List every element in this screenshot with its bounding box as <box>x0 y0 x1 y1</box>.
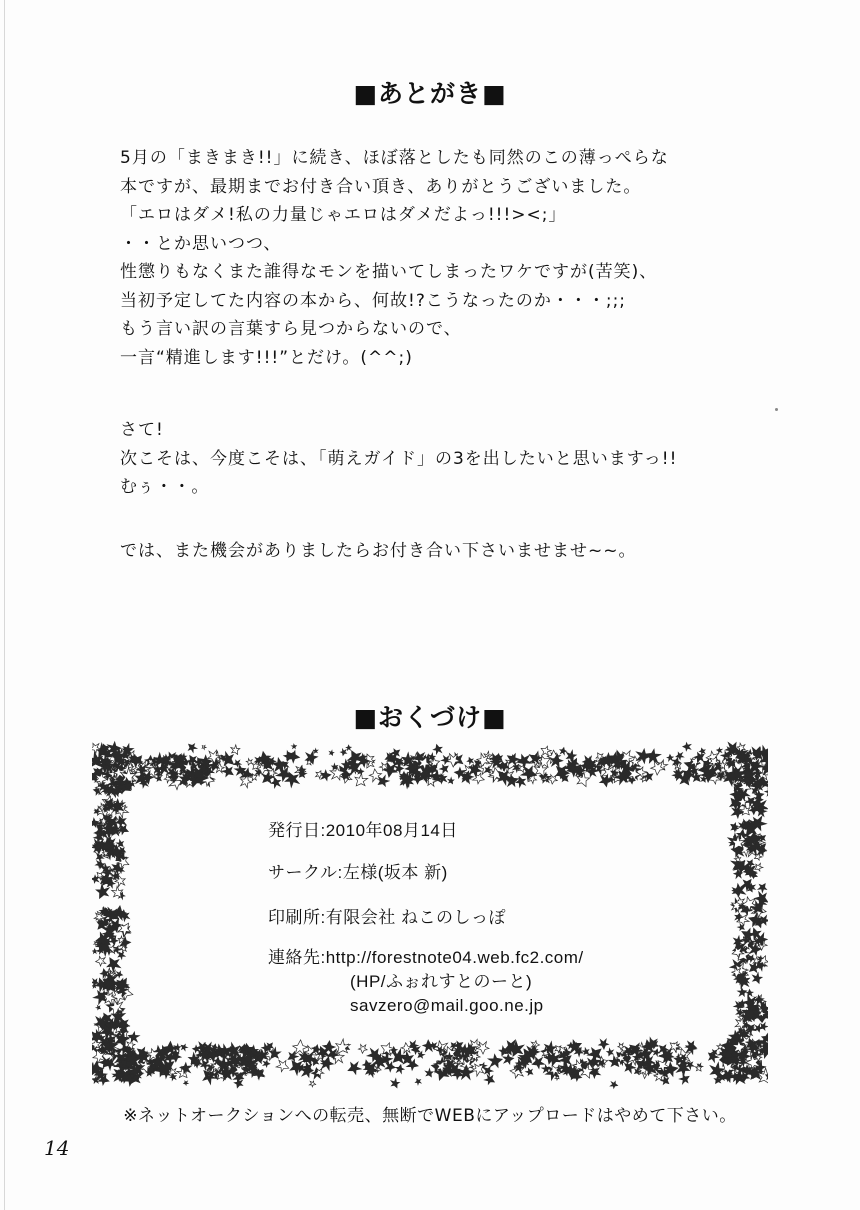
text-line: もう言い訳の言葉すら見つからないので、 <box>120 319 462 339</box>
leaf-decoration <box>245 758 253 766</box>
leaf-decoration <box>731 806 744 819</box>
afterword-paragraph-2 <box>120 416 760 502</box>
text-line: むぅ・・。 <box>120 477 210 497</box>
contact-url: 連絡先:http://forestnote04.web.fc2.com/ <box>268 948 584 967</box>
leaf-decoration <box>358 1044 367 1053</box>
leaf-decoration <box>610 1081 618 1089</box>
leaf-decoration <box>737 923 746 932</box>
leaf-decoration <box>764 786 768 797</box>
text-line: 「エロはダメ!私の力量じゃエロはダメだよっ!!!><;」 <box>120 205 567 225</box>
leaf-decoration <box>92 949 97 954</box>
leaf-decoration <box>346 745 351 750</box>
leaf-decoration <box>229 744 242 757</box>
leaf-decoration <box>514 775 527 788</box>
leaf-decoration <box>275 1058 291 1074</box>
leaf-decoration <box>329 750 335 756</box>
leaf-decoration <box>618 1043 625 1050</box>
leaf-decoration <box>678 1072 691 1085</box>
leaf-decoration <box>756 881 768 893</box>
leaf-decoration <box>598 1039 609 1050</box>
contact-hp: (HP/ふぉれすとのーと) <box>350 972 533 991</box>
leaf-decoration <box>345 1060 362 1077</box>
printer-name: 印刷所:有限会社 ねこのしっぽ <box>268 908 506 927</box>
contact-block <box>268 946 584 1018</box>
leaf-decoration <box>414 1077 422 1085</box>
leaf-decoration <box>606 1048 615 1057</box>
leaf-decoration <box>179 1043 188 1052</box>
ink-speck <box>775 408 778 411</box>
leaf-decoration <box>694 1063 704 1073</box>
colophon-title: ■おくづけ■ <box>353 703 507 732</box>
issue-date: 発行日:2010年08月14日 <box>268 821 458 840</box>
text-line: 一言“精進します!!!”とだけ。(^^;) <box>120 347 413 368</box>
page-number: 14 <box>44 1136 70 1160</box>
leaf-decoration <box>699 747 706 754</box>
leaf-decoration <box>484 1073 497 1086</box>
afterword-title: ■あとがき■ <box>353 79 507 108</box>
leaf-decoration <box>751 972 764 985</box>
leaf-decoration <box>525 1067 535 1077</box>
leaf-decoration <box>683 743 691 751</box>
text-line: さて! <box>120 420 164 440</box>
leaf-decoration <box>95 956 106 967</box>
leaf-decoration <box>705 1049 720 1064</box>
leaf-decoration <box>389 1078 401 1090</box>
reselling-notice: ※ネットオークションへの転売、無断でWEBにアップロードはやめて下さい。 <box>123 1106 737 1126</box>
text-line: では、また機会がありましたらお付き合い下さいませませ~~。 <box>120 541 637 561</box>
leaf-decoration <box>466 756 474 764</box>
leaf-decoration <box>127 1030 140 1043</box>
leaf-decoration <box>96 1005 102 1011</box>
leaf-decoration <box>201 744 207 750</box>
leaf-decoration <box>340 749 347 756</box>
leaf-decoration <box>559 747 567 755</box>
leaf-decoration <box>424 1068 435 1079</box>
circle-name: サークル:左様(坂本 新) <box>268 863 448 882</box>
leaf-decoration <box>221 764 237 780</box>
text-line: ・・とか思いつつ、 <box>120 233 282 254</box>
leaf-decoration <box>291 743 297 749</box>
leaf-decoration <box>447 754 460 767</box>
leaf-decoration <box>746 989 753 996</box>
text-line: 本ですが、最期までお付き合い頂き、ありがとうございました。 <box>120 176 642 197</box>
leaf-decoration <box>385 1061 396 1072</box>
leaf-decoration <box>432 743 443 754</box>
leaf-decoration <box>263 1060 270 1067</box>
contact-email: savzero@mail.goo.ne.jp <box>350 996 544 1015</box>
text-line: 次こそは、今度こそは、「萌えガイド」の3を出したいと思いますっ!! <box>120 448 678 469</box>
leaf-decoration <box>716 747 722 753</box>
afterword-paragraph-1 <box>120 144 760 372</box>
leaf-decoration <box>447 777 455 785</box>
leaf-decoration <box>477 1042 489 1054</box>
leaf-decoration <box>309 1080 316 1087</box>
leaf-decoration <box>351 772 369 790</box>
text-line: 性懲りもなくまた誰得なモンを描いてしまったワケですが(苦笑)、 <box>120 262 658 282</box>
leaf-decoration <box>185 741 198 754</box>
leaf-decoration <box>395 1064 405 1074</box>
leaf-decoration <box>183 1080 188 1085</box>
leaf-decoration <box>104 954 123 973</box>
text-line: 当初予定してた内容の本から、何故!?こうなったのか・・・;;; <box>120 290 627 311</box>
text-line: 5月の「まきまき!!」に続き、ほぼ落としたも同然のこの薄っぺらな <box>120 148 669 168</box>
afterword-paragraph-3 <box>120 537 760 566</box>
leaf-decoration <box>737 987 748 998</box>
page-edge-line <box>4 0 5 1210</box>
leaf-decoration <box>416 1050 425 1059</box>
leaf-decoration <box>423 1040 435 1052</box>
